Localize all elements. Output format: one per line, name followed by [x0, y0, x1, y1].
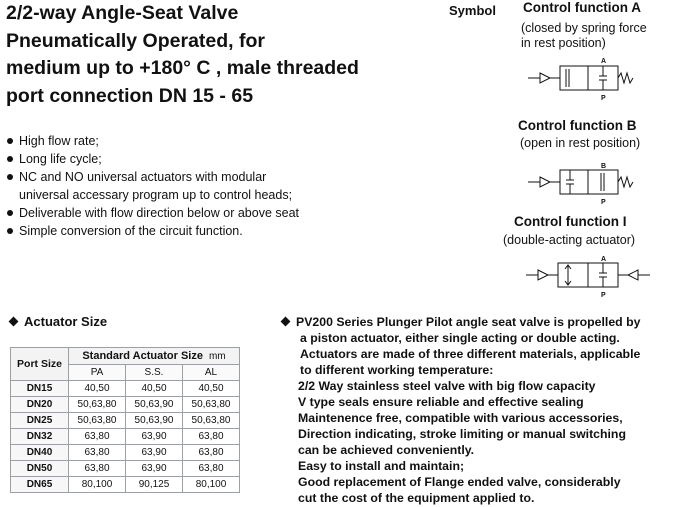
description-line: 2/2 Way stainless steel valve with big flow capacity [298, 379, 596, 393]
note-line: (double-acting actuator) [503, 233, 636, 247]
table-cell: 63,90 [126, 445, 183, 461]
control-function-i-note [503, 233, 635, 248]
feature-text: High flow rate; [19, 134, 99, 148]
port-size-cell: DN20 [11, 397, 69, 413]
feature-text-continuation: universal accessary program up to control heads; [19, 188, 293, 202]
bullet-icon [7, 138, 13, 144]
feature-text: NC and NO universal actuators with modular [19, 170, 267, 184]
material-header: S.S. [126, 365, 183, 381]
port-size-cell: DN50 [11, 461, 69, 477]
description-line: can be achieved conveniently. [298, 443, 475, 457]
diamond-bullet-icon [281, 317, 291, 327]
standard-actuator-size-header [69, 348, 240, 365]
actuator-size-heading [10, 314, 107, 329]
description-first-line [282, 314, 677, 330]
port-label: P [601, 95, 606, 102]
table-cell: 90,125 [126, 477, 183, 493]
table-row [11, 413, 240, 429]
unit-label: mm [208, 351, 226, 362]
table-cell: 40,50 [69, 381, 126, 397]
table-cell: 63,80 [183, 429, 240, 445]
feature-item [6, 222, 299, 240]
control-function-b-title: Control function B [518, 118, 637, 133]
bullet-icon [7, 174, 13, 180]
port-size-cell: DN32 [11, 429, 69, 445]
table-cell: 63,80 [183, 461, 240, 477]
bullet-icon [7, 156, 13, 162]
control-function-i-title: Control function I [514, 214, 627, 229]
description-line: a piston actuator, either single acting or double acting. [300, 331, 620, 345]
actuator-size-heading-text: Actuator Size [24, 314, 108, 329]
title-line: 2/2-way Angle-Seat Valve [6, 2, 239, 24]
table-cell: 50,63,80 [183, 413, 240, 429]
control-function-b-note [520, 136, 640, 151]
valve-symbol-i-icon [526, 251, 654, 301]
table-cell: 63,80 [69, 429, 126, 445]
table-row [11, 381, 240, 397]
table-cell: 80,100 [183, 477, 240, 493]
feature-text: Simple conversion of the circuit function. [19, 224, 243, 238]
table-row [11, 461, 240, 477]
table-cell: 63,80 [69, 461, 126, 477]
table-row [11, 445, 240, 461]
table-cell: 40,50 [183, 381, 240, 397]
note-line: in rest position) [521, 36, 606, 50]
description-line: V type seals ensure reliable and effective sealing [298, 395, 584, 409]
note-line: (open in rest position) [520, 136, 641, 150]
port-size-header: Port Size [11, 348, 69, 381]
table-cell: 50,63,80 [69, 413, 126, 429]
port-size-cell: DN15 [11, 381, 69, 397]
description-line: Good replacement of Flange ended valve, considerably [298, 475, 621, 489]
feature-item [6, 150, 299, 168]
title-line: medium up to +180° C , male threaded [6, 57, 359, 79]
description-text: PV200 Series Plunger Pilot angle seat valve is propelled by [296, 315, 641, 329]
port-label: P [601, 199, 606, 206]
table-cell: 63,90 [126, 461, 183, 477]
table-row [11, 397, 240, 413]
valve-symbol-a-icon [528, 54, 646, 102]
feature-text: Long life cycle; [19, 152, 102, 166]
table-cell: 50,63,90 [126, 397, 183, 413]
table-row [11, 429, 240, 445]
material-header: AL [183, 365, 240, 381]
port-label: A [601, 58, 607, 65]
description-line: Actuators are made of three different materials, applicable [300, 347, 641, 361]
port-size-cell: DN40 [11, 445, 69, 461]
description-line: to different working temperature: [300, 363, 494, 377]
port-label: A [601, 256, 607, 263]
table-header-row [11, 348, 240, 365]
feature-list [6, 132, 299, 240]
description-line: Maintenence free, compatible with various accessories, [298, 411, 623, 425]
feature-item [6, 132, 299, 150]
actuator-size-table [10, 347, 240, 493]
title-line: Pneumatically Operated, for [6, 29, 265, 52]
feature-text: Deliverable with flow direction below or above seat [19, 206, 300, 220]
port-size-cell: DN65 [11, 477, 69, 493]
page-title [6, 0, 426, 110]
table-cell: 50,63,80 [69, 397, 126, 413]
feature-item [6, 204, 299, 222]
description-line: Easy to install and maintain; [298, 459, 465, 473]
table-cell: 80,100 [69, 477, 126, 493]
control-function-a-note [521, 21, 647, 51]
port-size-cell: DN25 [11, 413, 69, 429]
title-line: port connection DN 15 - 65 [6, 84, 254, 107]
table-cell: 63,80 [183, 445, 240, 461]
port-label: B [601, 163, 607, 170]
material-header: PA [69, 365, 126, 381]
table-cell: 63,90 [126, 429, 183, 445]
symbol-label: Symbol [449, 3, 496, 18]
feature-item [6, 168, 299, 186]
table-cell: 50,63,80 [183, 397, 240, 413]
bullet-icon [7, 228, 13, 234]
table-row [11, 477, 240, 493]
table-cell: 50,63,90 [126, 413, 183, 429]
bullet-icon [7, 210, 13, 216]
diamond-bullet-icon [9, 317, 19, 327]
port-label: P [601, 292, 606, 299]
table-cell: 40,50 [126, 381, 183, 397]
description-line: cut the cost of the equipment applied to. [298, 491, 535, 505]
product-description [282, 314, 677, 506]
note-line: (closed by spring force [521, 21, 647, 35]
table-cell: 63,80 [69, 445, 126, 461]
standard-actuator-size-label: Standard Actuator Size [82, 350, 203, 362]
control-function-a-title: Control function A [523, 0, 641, 15]
valve-symbol-b-icon [528, 158, 646, 206]
description-line: Direction indicating, stroke limiting or manual switching [298, 427, 626, 441]
